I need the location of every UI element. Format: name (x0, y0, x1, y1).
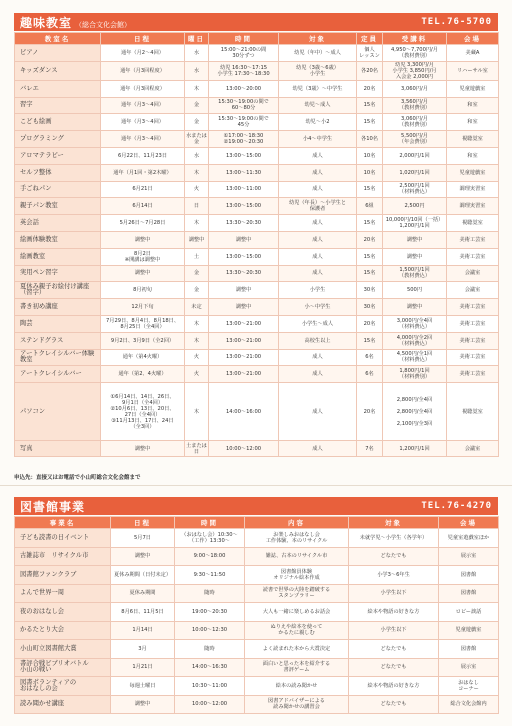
hobby-table-row (15, 265, 499, 282)
hobby-table-cell: 各10名 (357, 131, 383, 148)
hobby-table-cell: 成人 (279, 383, 357, 441)
hobby-table-cell: 通年（月3回程度） (101, 80, 185, 97)
hobby-table-cell: 6月22日、11月23日 (101, 147, 185, 164)
hobby-table-cell: 13:00〜20:00 (209, 80, 279, 97)
hobby-table-cell: 美術工芸室 (447, 349, 499, 366)
hobby-item-name: キッズダンス (15, 61, 101, 80)
hobby-table-cell: 調整中 (383, 248, 447, 265)
hobby-item-name: セルフ整体 (15, 164, 101, 181)
hobby-table-cell: 3,060円/月 (383, 80, 447, 97)
hobby-table-cell: 美術工芸室 (447, 332, 499, 349)
library-table-cell: 1月21日 (111, 658, 175, 677)
library-item-name: 夜のおはなし会 (15, 603, 111, 622)
library-table-cell: どなたでも (349, 658, 439, 677)
hobby-table-cell: 15:30〜19:00の間で 45分 (209, 114, 279, 131)
hobby-table-cell: 木 (185, 315, 209, 332)
hobby-table-cell: 調理実習室 (447, 181, 499, 198)
hobby-item-name: 書き初め講座 (15, 299, 101, 316)
hobby-table-cell: 4,000円/全2回 （材料費込） (383, 332, 447, 349)
hobby-table-cell: 調理実習室 (447, 198, 499, 215)
hobby-table-cell: 視聴覚室 (447, 383, 499, 441)
hobby-table-cell: 幼児（年長）〜小学生と 保護者 (279, 198, 357, 215)
hobby-table-cell: 高校生以上 (279, 332, 357, 349)
hobby-table-cell: 5月26日〜7月28日 (101, 215, 185, 232)
hobby-table-cell: 20名 (357, 315, 383, 332)
library-table-row (15, 621, 499, 640)
library-banner (14, 497, 498, 515)
hobby-table-cell: 成人 (279, 231, 357, 248)
hobby-table-cell: 1,500円/1回 （教材費込） (383, 265, 447, 282)
hobby-table-cell: 金 (185, 114, 209, 131)
hobby-table-row (15, 114, 499, 131)
hobby-table-cell: 調整中 (185, 231, 209, 248)
library-header-cell: 事業名 (15, 517, 111, 529)
hobby-table-row (15, 131, 499, 148)
hobby-table-row (15, 147, 499, 164)
hobby-table-row (15, 248, 499, 265)
library-table-cell: 図書アドバイザーによる 読み聞かせの講習会 (245, 695, 349, 714)
hobby-table-cell: 会議室 (447, 441, 499, 457)
hobby-table-cell: 水 (185, 45, 209, 62)
library-table-cell: 10:30〜11:00 (175, 677, 245, 696)
hobby-table-cell: 9月2日、3月9日（全2回） (101, 332, 185, 349)
hobby-table-cell: 500円 (383, 282, 447, 299)
hobby-table-cell: 15名 (357, 265, 383, 282)
hobby-table-cell: 土 (185, 248, 209, 265)
hobby-table-cell: 視聴覚室 (447, 215, 499, 232)
hobby-item-name: バレエ (15, 80, 101, 97)
hobby-table-cell: 和室 (447, 114, 499, 131)
hobby-table-cell: 金 (185, 265, 209, 282)
library-table-cell: お楽しみおはなし会 工作体験、本のリサイクル (245, 529, 349, 548)
hobby-table-cell: 6月14日 (101, 198, 185, 215)
hobby-item-name: 実用ペン習字 (15, 265, 101, 282)
hobby-table-cell: 調整中 (209, 282, 279, 299)
hobby-table-cell: 木 (185, 80, 209, 97)
hobby-item-name: 習字 (15, 97, 101, 114)
hobby-tel: TEL.76-5700 (421, 17, 492, 27)
hobby-table-cell: 13:00〜15:00 (209, 147, 279, 164)
hobby-header-cell: 会場 (447, 33, 499, 45)
hobby-table-cell: 6組 (357, 198, 383, 215)
hobby-table-cell: 幼児（3歳）〜中学生 (279, 80, 357, 97)
hobby-item-name: ステンドグラス (15, 332, 101, 349)
hobby-item-name: 絵画教室 (15, 248, 101, 265)
hobby-item-name: アートクレイシルバー (15, 366, 101, 383)
hobby-table-row (15, 231, 499, 248)
library-item-name: 古雑誌市 リサイクル市 (15, 547, 111, 566)
library-table-cell: おはなし コーナー (439, 677, 499, 696)
hobby-table-cell: 土または日 (186, 442, 207, 455)
hobby-table-cell: 通年（月3〜4回） (101, 97, 185, 114)
library-table-cell: 8月6日、11月5日 (111, 603, 175, 622)
library-table-row (15, 529, 499, 548)
hobby-table-cell: 10名 (357, 147, 383, 164)
library-table-cell: 読書で世界の大陸を踏破する スタンプラリー (245, 584, 349, 603)
hobby-subtitle: （総合文化会館） (75, 20, 132, 29)
hobby-table-cell: 美術工芸室 (447, 366, 499, 383)
library-table-cell: 14:00〜16:30 (175, 658, 245, 677)
library-table-cell: 大人も一緒に楽しめるお話会 (245, 603, 349, 622)
hobby-table-cell: 児童遊戯室 (447, 80, 499, 97)
hobby-table-cell: ①6月14日、14日、26日、 9月1日（全4回） ②10月6日、13日、20日、 27日（全4回） ③11月13日、17日、24日 （全3回） (101, 383, 185, 441)
library-table-cell: 随時 (175, 640, 245, 659)
hobby-table-cell: 成人 (279, 366, 357, 383)
hobby-table-cell: 金 (185, 97, 209, 114)
hobby-table-cell: 通年（月1回・第2木曜） (101, 164, 185, 181)
library-table-cell: 展示室 (439, 547, 499, 566)
hobby-header-cell: 受講料 (383, 33, 447, 45)
library-table-row (15, 584, 499, 603)
hobby-table-cell: 8月2日 ※開講は調整中 (101, 248, 185, 265)
hobby-table-cell: 12月下旬 (101, 299, 185, 316)
hobby-table-row (15, 45, 499, 62)
hobby-table-cell: 調整中 (101, 265, 185, 282)
library-table-cell: 調整中 (111, 547, 175, 566)
hobby-table-row (15, 80, 499, 97)
library-table-cell: 毎週土曜日 (111, 677, 175, 696)
hobby-table-cell: 幼児（年中）〜成人 (279, 45, 357, 62)
hobby-table-cell: リハーサル室 (447, 61, 499, 80)
hobby-item-name: 英会話 (15, 215, 101, 232)
library-header-cell: 会場 (439, 517, 499, 529)
hobby-table-cell: 10名 (357, 164, 383, 181)
hobby-table-cell: 火 (185, 349, 209, 366)
hobby-table-cell: 児童遊戯室 (447, 164, 499, 181)
hobby-table-cell: 1,020円/1回 (383, 164, 447, 181)
hobby-table-cell: 15名 (357, 114, 383, 131)
hobby-table-cell: 13:30〜20:30 (209, 215, 279, 232)
hobby-table-cell: 美術工芸室 (447, 231, 499, 248)
hobby-table-cell: 美術工芸室 (447, 315, 499, 332)
hobby-table-cell: 成人 (279, 265, 357, 282)
library-table-cell: どなたでも (349, 640, 439, 659)
library-table-cell: 展示室 (439, 658, 499, 677)
library-table-cell: （おはなし会）10:30〜 （工作）13:30〜 (175, 529, 245, 548)
hobby-table-cell: 13:00〜11:00 (209, 181, 279, 198)
hobby-table-cell: 6名 (357, 366, 383, 383)
hobby-table-cell: 成人 (279, 164, 357, 181)
library-table-row (15, 677, 499, 696)
hobby-table-cell: 小学生〜成人 (279, 315, 357, 332)
hobby-table-cell: 13:00〜11:30 (209, 164, 279, 181)
hobby-table-cell: 調整中 (383, 231, 447, 248)
hobby-table-cell: 13:00〜21:00 (209, 366, 279, 383)
hobby-table-cell: 水 (185, 61, 209, 80)
hobby-table-cell: 30名 (357, 282, 383, 299)
library-item-name: 小山町立図書館大賞 (15, 640, 111, 659)
hobby-table-cell: 成人 (279, 349, 357, 366)
hobby-table-cell: 美術工芸室 (447, 299, 499, 316)
hobby-table-cell: 15名 (357, 97, 383, 114)
hobby-header-cell: 教室名 (15, 33, 101, 45)
library-item-name: かるたとり大会 (15, 621, 111, 640)
hobby-table-cell: 調整中 (209, 299, 279, 316)
hobby-item-name: 親子パン教室 (15, 198, 101, 215)
library-table-row (15, 603, 499, 622)
hobby-table-cell: 13:00〜15:00 (209, 248, 279, 265)
hobby-table-cell: 3,000円/全4回 （材料費込） (383, 315, 447, 332)
hobby-table-cell: 成人 (279, 147, 357, 164)
library-table-cell: 児童室遊戯室ほか (439, 529, 499, 548)
hobby-table-cell: 15名 (357, 248, 383, 265)
library-table-row (15, 640, 499, 659)
library-item-name: 子ども読書の日イベント (15, 529, 111, 548)
hobby-table-cell: 6月21日 (101, 181, 185, 198)
library-table-cell: 児童遊戯室 (439, 621, 499, 640)
hobby-table-cell: 8月初旬 (101, 282, 185, 299)
hobby-table-cell: 6名 (357, 349, 383, 366)
hobby-table-cell: 7名 (357, 441, 383, 457)
hobby-table-cell: 会議室 (447, 265, 499, 282)
library-table-cell: どなたでも (349, 695, 439, 714)
hobby-table-row (15, 97, 499, 114)
library-table-cell: 図書館 (439, 640, 499, 659)
hobby-table-cell: 木 (185, 164, 209, 181)
hobby-header-cell: 対象 (279, 33, 357, 45)
library-table-cell: 小学生以下 (349, 621, 439, 640)
library-table-cell: 総合文化会館内 (439, 695, 499, 714)
hobby-table-cell: 3,060円/月 （教材費別） (383, 114, 447, 131)
hobby-table-cell: 20名 (357, 80, 383, 97)
library-item-name: 図書ボランティアの おはなしの会 (15, 677, 111, 696)
library-table-cell: どなたでも (349, 547, 439, 566)
library-table-cell: 3月 (111, 640, 175, 659)
hobby-table-cell: 13:00〜15:00 (209, 198, 279, 215)
library-table-cell: 絵本や物語の好きな方 (349, 677, 439, 696)
hobby-table-cell: 13:00〜21:00 (209, 332, 279, 349)
hobby-table-row (15, 61, 499, 80)
hobby-table (14, 32, 499, 457)
hobby-table-cell: 美蔵A (447, 45, 499, 62)
library-table-row (15, 695, 499, 714)
hobby-table-cell: 火 (185, 366, 209, 383)
hobby-table-cell: 成人 (279, 441, 357, 457)
hobby-item-name: 夏休み親子お絵付け講座（習字） (15, 282, 101, 299)
hobby-item-name: 写真 (15, 441, 101, 457)
hobby-table-cell: 15名 (357, 181, 383, 198)
library-table-cell: 絵本や物語の好きな方 (349, 603, 439, 622)
hobby-item-name: アロマテラピー (15, 147, 101, 164)
hobby-table-cell: 火 (185, 181, 209, 198)
hobby-table-cell: 15名 (357, 215, 383, 232)
library-item-name: 書評合戦ビブリオバトル 小山の戦い (15, 658, 111, 677)
hobby-table-cell: 14:00〜16:00 (209, 383, 279, 441)
hobby-table-cell: 4,500円/全1回 （材料費込） (383, 349, 447, 366)
library-table-cell: 9:30〜11:50 (175, 566, 245, 585)
library-table-cell: 絵本の読み聞かせ (245, 677, 349, 696)
library-table-cell: 図書館 (439, 566, 499, 585)
hobby-table-cell: 和室 (447, 97, 499, 114)
library-header-cell: 内容 (245, 517, 349, 529)
hobby-table-row (15, 332, 499, 349)
library-header-row (15, 517, 499, 529)
library-table-cell: 面白いと思った本を紹介する 書評ゲーム (245, 658, 349, 677)
library-table-cell: ぬりえや絵本を使って かるたに親しむ (245, 621, 349, 640)
library-table-cell: 随時 (175, 584, 245, 603)
hobby-table-cell: 3,560円/月 （教材費別） (383, 97, 447, 114)
hobby-table-cell: 20名 (357, 231, 383, 248)
library-table-row (15, 547, 499, 566)
hobby-table-cell: 4,950〜7,700円/月 （教材費別） (383, 45, 447, 62)
library-table-cell: 図書館 (439, 584, 499, 603)
hobby-table-row (15, 299, 499, 316)
hobby-header-cell: 曜日 (185, 33, 209, 45)
hobby-header-cell: 定員 (357, 33, 383, 45)
hobby-table-cell: 2,500円/1回 （材料費込） (383, 181, 447, 198)
hobby-item-name: パソコン (15, 383, 101, 441)
hobby-table-cell: 通年（月3回程度） (101, 61, 185, 80)
library-tel: TEL.76-4270 (421, 501, 492, 511)
library-table-cell: よく読まれた本から大賞決定 (245, 640, 349, 659)
library-header-cell: 日程 (111, 517, 175, 529)
hobby-table-cell: 通年（月3〜4回） (101, 131, 185, 148)
hobby-table-cell: 調整中 (383, 299, 447, 316)
library-table-cell: 図書館員体験 オリジナル絵本作成 (245, 566, 349, 585)
library-table-cell: 1月14日 (111, 621, 175, 640)
hobby-table-cell: 水または金 (185, 131, 209, 148)
hobby-table-cell: 美術工芸室 (447, 248, 499, 265)
hobby-item-name: こども絵画 (15, 114, 101, 131)
library-table-cell: 小学3〜6年生 (349, 566, 439, 585)
hobby-table-cell: 小学生 (279, 282, 357, 299)
library-table-cell: 夏休み期間（日付未定） (111, 566, 175, 585)
hobby-table-cell: 10:00〜12:00 (209, 441, 279, 457)
library-table-cell: 小学生以下 (349, 584, 439, 603)
hobby-table-row (15, 181, 499, 198)
hobby-table-cell: 1,200円/1回 (383, 441, 447, 457)
library-table (14, 516, 499, 714)
hobby-table-cell: 15:00〜21:00の間 30分ずつ (209, 45, 279, 62)
library-header-cell: 対象 (349, 517, 439, 529)
hobby-item-name: 陶芸 (15, 315, 101, 332)
library-item-name: 読み聞かせ講座 (15, 695, 111, 714)
library-table-cell: 未就学児〜小学生（各学年） (349, 529, 439, 548)
hobby-table-cell: 通年（月2〜4回） (101, 45, 185, 62)
hobby-table-cell: 調整中 (101, 231, 185, 248)
hobby-title: 趣味教室 （総合文化会館） (20, 15, 132, 30)
section-divider (0, 485, 512, 486)
hobby-table-cell: 小〜中学生 (279, 299, 357, 316)
hobby-header-cell: 時間 (209, 33, 279, 45)
hobby-table-cell: 水 (185, 147, 209, 164)
hobby-table-cell: 成人 (279, 181, 357, 198)
library-header-cell: 時間 (175, 517, 245, 529)
hobby-table-row (15, 441, 499, 457)
hobby-table-cell: 13:30〜20:30 (209, 265, 279, 282)
hobby-table-cell: 小4〜中学生 (279, 131, 357, 148)
hobby-table-cell: 各20名 (357, 61, 383, 80)
hobby-application-note: 申込先：直接又はお電話で小山町総合文化会館まで (14, 475, 141, 481)
library-title: 図書館事業 (20, 499, 86, 514)
hobby-table-cell: 木 (185, 215, 209, 232)
hobby-table-row (15, 315, 499, 332)
hobby-table-cell: 個人 レッスン (357, 45, 383, 62)
hobby-table-cell: 2,800円/全4回 2,800円/全4回 2,100円/全3回 (383, 383, 447, 441)
hobby-table-cell: ①17:00〜18:30 ②19:00〜20:30 (209, 131, 279, 148)
library-table-cell: 夏休み期間 (111, 584, 175, 603)
hobby-table-row (15, 164, 499, 181)
library-table-cell: 10:00〜12:30 (175, 621, 245, 640)
hobby-header-row (15, 33, 499, 45)
hobby-table-cell: 2,000円/1回 (383, 147, 447, 164)
hobby-table-cell: 通年（第4火曜） (101, 349, 185, 366)
hobby-table-row (15, 282, 499, 299)
hobby-table-cell: 視聴覚室 (447, 131, 499, 148)
library-table-cell: 調整中 (111, 695, 175, 714)
hobby-item-name: 手ごねパン (15, 181, 101, 198)
hobby-table-cell: 未定 (185, 299, 209, 316)
hobby-table-cell: 通年（月3〜4回） (101, 114, 185, 131)
library-table-cell: 5月7日 (111, 529, 175, 548)
library-item-name: よんで世界一周 (15, 584, 111, 603)
library-table-cell: 19:00〜20:30 (175, 603, 245, 622)
hobby-table-cell: 幼児（3歳〜6歳） 小学生 (279, 61, 357, 80)
hobby-table-cell: 会議室 (447, 282, 499, 299)
hobby-table-cell: 30名 (357, 299, 383, 316)
library-table-cell: 雑誌、古本のリサイクル市 (245, 547, 349, 566)
library-item-name: 図書館ファンクラブ (15, 566, 111, 585)
hobby-table-cell: 1,800円/1回 （材料費別） (383, 366, 447, 383)
hobby-table-row (15, 366, 499, 383)
library-table-cell: 10:00〜12:00 (175, 695, 245, 714)
hobby-table-cell: 13:00〜21:00 (209, 315, 279, 332)
library-table-row (15, 658, 499, 677)
hobby-table-cell: 20名 (357, 383, 383, 441)
hobby-table-cell: 幼児 16:30〜17:15 小学生 17:30〜18:30 (209, 61, 279, 80)
hobby-item-name: 絵画体験教室 (15, 231, 101, 248)
hobby-table-cell: 日 (185, 198, 209, 215)
library-table-cell: 9:00〜18:00 (175, 547, 245, 566)
hobby-item-name: ピアノ (15, 45, 101, 62)
hobby-table-cell: 成人 (279, 215, 357, 232)
library-table-row (15, 566, 499, 585)
hobby-table-cell: 2,500円 (383, 198, 447, 215)
hobby-table-row (15, 215, 499, 232)
hobby-table-cell: 15:30〜19:00の間で 60〜80分 (209, 97, 279, 114)
hobby-table-cell: 10,000円/10回（一括） 1,200円/1回 (383, 215, 447, 232)
hobby-table-cell: 7月29日、8月4日、8月18日、 8月25日（全4回） (101, 315, 185, 332)
hobby-table-cell: 成人 (279, 248, 357, 265)
hobby-table-cell: 13:00〜21:00 (209, 349, 279, 366)
hobby-table-cell: 和室 (447, 147, 499, 164)
hobby-header-cell: 日程 (101, 33, 185, 45)
library-table-cell: ロビー談話 (439, 603, 499, 622)
hobby-banner (14, 13, 498, 31)
hobby-table-row (15, 383, 499, 441)
hobby-table-cell: 幼児 3,300円/月 小学生 3,850円/月 入会金 2,000円 (383, 61, 447, 80)
hobby-table-cell: 調整中 (209, 231, 279, 248)
hobby-table-row (15, 198, 499, 215)
hobby-table-cell: 5,500円/月 （年会費別） (383, 131, 447, 148)
hobby-table-cell: 木 (185, 383, 209, 441)
hobby-item-name: アートクレイシルバー体験教室 (15, 349, 101, 366)
hobby-table-cell: 調整中 (101, 441, 185, 457)
hobby-table-cell: 木 (185, 332, 209, 349)
hobby-table-cell: 金 (185, 282, 209, 299)
hobby-item-name: プログラミング (15, 131, 101, 148)
hobby-table-cell: 幼児〜小2 (279, 114, 357, 131)
hobby-table-cell: 15名 (357, 332, 383, 349)
hobby-table-row (15, 349, 499, 366)
hobby-table-cell: 幼児〜成人 (279, 97, 357, 114)
hobby-table-cell: 通年（第2、4火曜） (101, 366, 185, 383)
